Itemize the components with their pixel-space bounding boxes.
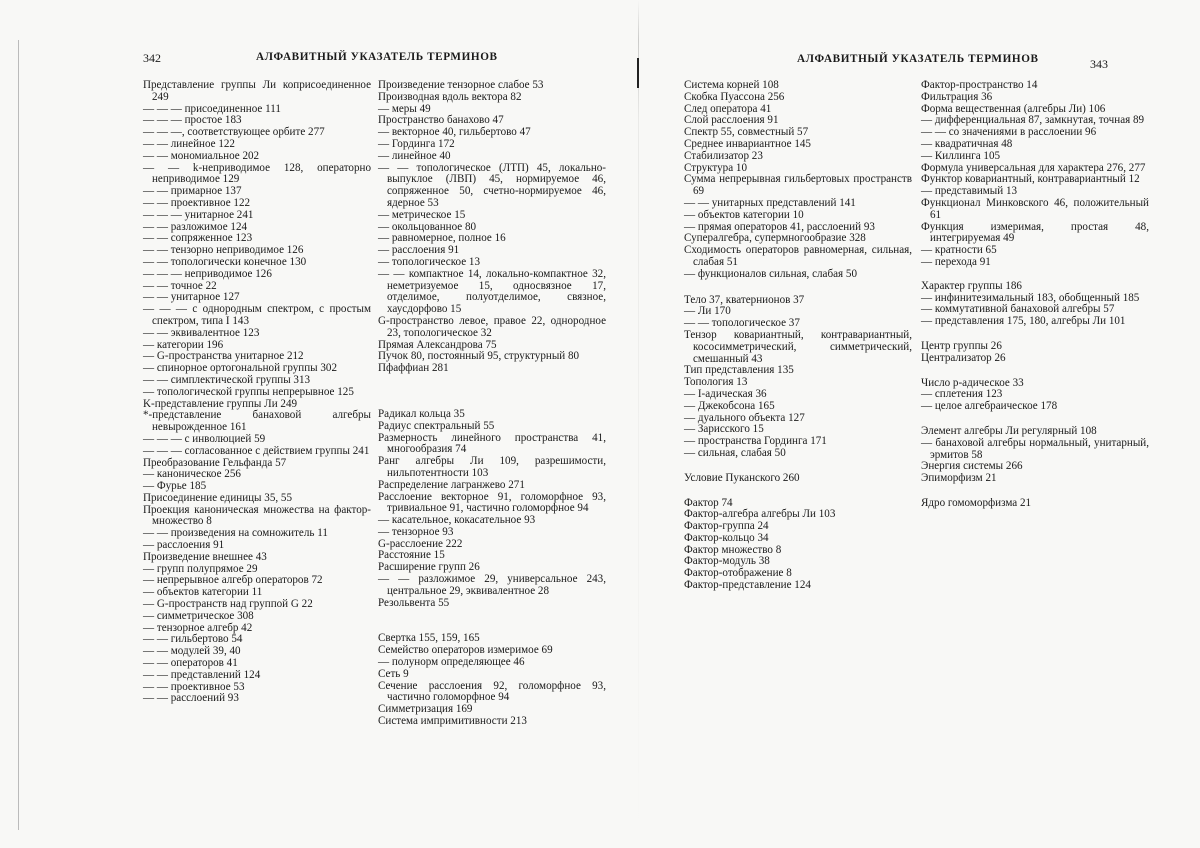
index-entry: — инфинитезимальный 183, обобщенный 185 <box>921 291 1140 304</box>
index-entry: — — операторов 41 <box>143 657 238 670</box>
fold-mark <box>637 58 639 88</box>
index-entry: — — симплектической группы 313 <box>143 373 311 386</box>
index-entry: Условие Пуканского 260 <box>684 471 800 484</box>
index-entry: — объектов категории 11 <box>143 586 263 599</box>
index-entry: — спинорное ортогональной группы 302 <box>143 362 338 375</box>
right-page-header: АЛФАВИТНЫЙ УКАЗАТЕЛЬ ТЕРМИНОВ <box>797 53 1039 65</box>
index-entry: Пространство банахово 47 <box>378 114 504 127</box>
index-entry: Функционал Минковского 46, положительный 61 <box>921 196 1149 221</box>
index-entry: — сильная, слабая 50 <box>684 446 786 459</box>
index-entry: — — — с инволюцией 59 <box>143 432 266 445</box>
index-entry: Фактор-представление 124 <box>684 579 811 592</box>
index-entry: Произведение тензорное слабое 53 <box>378 79 544 91</box>
index-entry: Система импримитивности 213 <box>378 715 527 728</box>
index-entry: Резольвента 55 <box>378 596 450 609</box>
index-column-3 <box>684 80 912 592</box>
index-entry: — Джекобсона 165 <box>684 399 775 412</box>
index-entry: — — — присоединенное 111 <box>143 102 281 115</box>
index-entry: G-расслоение 222 <box>378 537 463 550</box>
index-entry: — Киллинга 105 <box>921 149 1001 162</box>
index-entry: Тип представления 135 <box>684 364 794 377</box>
index-entry: — — мономиальное 202 <box>143 149 260 162</box>
index-entry: — — гильбертово 54 <box>143 633 243 646</box>
index-entry: — — представлений 124 <box>143 668 261 681</box>
page-edge-line <box>18 40 19 830</box>
index-entry: Распределение лагранжево 271 <box>378 478 525 491</box>
index-entry: — — тензорно неприводимое 126 <box>143 244 304 257</box>
index-entry: — — расслоений 93 <box>143 692 239 705</box>
index-entry: Преобразование Гельфанда 57 <box>143 456 287 469</box>
entry-group <box>921 498 1149 510</box>
index-entry: — — унитарное 127 <box>143 291 240 304</box>
index-entry: Супералгебра, супермногообразие 328 <box>684 232 866 245</box>
index-entry: Производная вдоль вектора 82 <box>378 90 522 103</box>
entry-group <box>684 295 912 460</box>
index-entry: — — эквивалентное 123 <box>143 326 260 339</box>
index-entry: Семейство операторов измеримое 69 <box>378 644 553 657</box>
index-entry: Среднее инвариантное 145 <box>684 137 811 150</box>
index-entry: — Зарисского 15 <box>684 423 764 436</box>
index-entry: — — — унитарное 241 <box>143 208 254 221</box>
index-entry: — равномерное, полное 16 <box>378 232 506 245</box>
index-entry: Тело 37, кватернионов 37 <box>684 293 805 306</box>
index-entry: Сеть 9 <box>378 667 409 680</box>
book-fold <box>638 0 639 848</box>
index-entry: Тензор ковариантный, контравариантный, кососимметрический, симметрический, смешанный 43 <box>684 328 912 365</box>
index-entry: — — — неприводимое 126 <box>143 267 272 280</box>
index-entry: Фактор-группа 24 <box>684 520 769 533</box>
index-entry: — каноническое 256 <box>143 468 241 481</box>
entry-group <box>921 341 1149 365</box>
index-column-1 <box>143 80 371 705</box>
index-entry: — — — простое 183 <box>143 114 242 127</box>
index-entry: Расслоение векторное 91, голоморфное 93, тривиальное 91, частично голоморфное 94 <box>378 490 606 515</box>
index-entry: — топологической группы непрерывное 125 <box>143 385 354 398</box>
index-entry: — — разложимое 29, универсальное 243, центральное 29, эквивалентное 28 <box>378 573 606 597</box>
index-entry: Функция измеримая, простая 48, интегрируемая 49 <box>921 220 1149 245</box>
index-entry: Централизатор 26 <box>921 351 1006 364</box>
index-entry: Эпиморфизм 21 <box>921 472 997 485</box>
index-entry: — G-пространства унитарное 212 <box>143 350 304 363</box>
index-entry: Структура 10 <box>684 161 748 174</box>
index-entry: Система корней 108 <box>684 79 779 91</box>
index-entry: Фильтрация 36 <box>921 90 993 103</box>
index-entry: — расслоения 91 <box>143 539 225 552</box>
entry-group <box>921 378 1149 413</box>
index-entry: Характер группы 186 <box>921 279 1022 292</box>
index-entry: Скобка Пуассона 256 <box>684 90 785 103</box>
index-entry: Проекция каноническая множества на фактор-множество 8 <box>143 503 371 528</box>
index-entry: Слой расслоения 91 <box>684 114 779 127</box>
entry-group <box>921 426 1149 485</box>
index-entry: — — —, соответствующее орбите 277 <box>143 126 325 139</box>
entry-group <box>143 80 371 705</box>
entry-group <box>378 409 606 610</box>
index-entry: — — — с однородным спектром, с простым спектром, типа I 143 <box>143 303 371 327</box>
index-entry: — кратности 65 <box>921 244 997 257</box>
entry-group <box>921 281 1149 328</box>
index-entry: Стабилизатор 23 <box>684 149 763 162</box>
index-entry: — представления 175, 180, алгебры Ли 101 <box>921 315 1126 328</box>
index-entry: Элемент алгебры Ли регулярный 108 <box>921 424 1097 437</box>
index-entry: Расширение групп 26 <box>378 561 480 574</box>
index-entry: — — k-неприводимое 128, операторно неприводимое 129 <box>143 161 371 186</box>
index-entry: — целое алгебраическое 178 <box>921 400 1058 413</box>
index-entry: Топология 13 <box>684 376 748 389</box>
index-entry: Энергия системы 266 <box>921 460 1023 473</box>
index-entry: След оператора 41 <box>684 102 772 115</box>
index-entry: Фактор-алгебра алгебры Ли 103 <box>684 508 836 521</box>
index-entry: — тензорное 93 <box>378 525 454 538</box>
index-entry: Ядро гомоморфизма 21 <box>921 496 1032 509</box>
index-entry: — — точное 22 <box>143 279 217 292</box>
index-entry: — — сопряженное 123 <box>143 232 253 245</box>
index-entry: — дуального объекта 127 <box>684 411 805 424</box>
index-entry: — — топологически конечное 130 <box>143 255 307 268</box>
index-entry: Центр группы 26 <box>921 339 1002 352</box>
index-entry: Пфаффиан 281 <box>378 362 449 375</box>
index-entry: — — примарное 137 <box>143 185 242 198</box>
index-entry: Прямая Александрова 75 <box>378 338 497 351</box>
index-entry: — — линейное 122 <box>143 137 235 150</box>
entry-group <box>684 80 912 281</box>
index-entry: — векторное 40, гильбертово 47 <box>378 126 531 139</box>
index-entry: — пространства Гординга 171 <box>684 435 827 448</box>
index-entry: G-пространство левое, правое 22, однородное 23, топологическое 32 <box>378 314 606 339</box>
index-entry: Пучок 80, постоянный 95, структурный 80 <box>378 350 580 363</box>
index-entry: — перехода 91 <box>921 255 991 268</box>
index-entry: — — проективное 122 <box>143 196 251 209</box>
entry-group <box>684 473 912 485</box>
index-entry: — сплетения 123 <box>921 388 1003 401</box>
right-page-number: 343 <box>1090 57 1108 71</box>
index-entry: — I-адическая 36 <box>684 387 767 400</box>
index-entry: Формула универсальная для характера 276, 277 <box>921 161 1146 174</box>
index-entry: *-представление банаховой алгебры невырожденное 161 <box>143 409 371 434</box>
index-entry: — касательное, кокасательное 93 <box>378 514 536 527</box>
index-entry: Расстояние 15 <box>378 549 445 562</box>
index-entry: Сумма непрерывная гильбертовых пространств 69 <box>684 173 912 198</box>
index-entry: — — произведения на сомножитель 11 <box>143 527 328 540</box>
index-entry: Фактор 74 <box>684 496 733 509</box>
index-entry: — — проективное 53 <box>143 680 245 693</box>
index-entry: — функционалов сильная, слабая 50 <box>684 267 858 280</box>
index-entry: Фактор-кольцо 34 <box>684 531 769 544</box>
index-entry: — банаховой алгебры нормальный, унитарный, эрмитов 58 <box>921 436 1149 461</box>
index-entry: Радиус спектральный 55 <box>378 419 495 432</box>
index-entry: — топологическое 13 <box>378 255 481 268</box>
index-entry: — — топологическое (ЛТП) 45, локально-выпуклое (ЛВП) 45, нормируемое 46, сопряженное 50, счетно-нормируемое 46, ядерное 53 <box>378 161 606 209</box>
index-entry: — — модулей 39, 40 <box>143 645 241 658</box>
index-entry: — Ли 170 <box>684 305 731 318</box>
index-entry: — метрическое 15 <box>378 208 466 221</box>
index-entry: — симметрическое 308 <box>143 609 254 622</box>
index-entry: Радикал кольца 35 <box>378 407 465 420</box>
index-entry: — квадратичная 48 <box>921 137 1013 150</box>
entry-group <box>684 498 912 592</box>
index-entry: Симметризация 169 <box>378 703 473 716</box>
index-entry: Функтор ковариантный, контравариантный 12 <box>921 173 1140 186</box>
index-entry: — коммутативной банаховой алгебры 57 <box>921 303 1115 316</box>
index-column-4 <box>921 80 1149 510</box>
index-entry: — объектов категории 10 <box>684 208 804 221</box>
index-entry: Фактор-отображение 8 <box>684 567 792 580</box>
index-entry: Спектр 55, совместный 57 <box>684 126 809 139</box>
index-entry: — — со значениями в расслоении 96 <box>921 126 1097 139</box>
index-entry: Сечение расслоения 92, голоморфное 93, частично голоморфное 94 <box>378 679 606 704</box>
index-entry: — — топологическое 37 <box>684 317 800 330</box>
index-entry: Представление группы Ли коприсоединенное 249 <box>143 79 371 103</box>
index-entry: — — — согласованное с действием группы 241 <box>143 444 370 457</box>
index-entry: — тензорное алгебр 42 <box>143 621 253 634</box>
entry-group <box>378 80 606 375</box>
index-entry: — линейное 40 <box>378 149 451 162</box>
index-entry: Сходимость операторов равномерная, сильная, слабая 51 <box>684 244 912 268</box>
index-entry: — — компактное 14, локально-компактное 32, неметризуемое 15, односвязное 17, отделимое, полуотделимое, связное, хаусдорфово 15 <box>378 267 606 316</box>
index-entry: — полунорм определяющее 46 <box>378 656 525 669</box>
left-page-header: АЛФАВИТНЫЙ УКАЗАТЕЛЬ ТЕРМИНОВ <box>256 51 498 63</box>
index-entry: Размерность линейного пространства 41, многообразия 74 <box>378 431 606 456</box>
index-entry: Фактор-пространство 14 <box>921 79 1038 91</box>
index-entry: Произведение внешнее 43 <box>143 550 267 563</box>
index-entry: — Фурье 185 <box>143 480 207 493</box>
index-entry: — категории 196 <box>143 338 224 351</box>
left-page-number: 342 <box>143 51 161 65</box>
entry-group <box>378 633 606 727</box>
index-entry: Фактор-модуль 38 <box>684 555 770 568</box>
index-entry: Число p-адическое 33 <box>921 376 1024 389</box>
index-entry: — дифференциальная 87, замкнутая, точная 89 <box>921 114 1145 127</box>
index-entry: K-представление группы Ли 249 <box>143 397 298 410</box>
index-entry: — Гординга 172 <box>378 137 455 150</box>
entry-group <box>921 80 1149 269</box>
index-entry: — — разложимое 124 <box>143 220 248 233</box>
index-column-2 <box>378 80 606 728</box>
index-entry: Ранг алгебры Ли 109, разрешимости, нильпотентности 103 <box>378 455 606 479</box>
index-entry: — расслоения 91 <box>378 244 460 257</box>
index-entry: — окольцованное 80 <box>378 220 477 233</box>
index-entry: Присоединение единицы 35, 55 <box>143 491 293 504</box>
index-entry: — — унитарных представлений 141 <box>684 196 856 209</box>
index-entry: — меры 49 <box>378 102 431 115</box>
index-entry: Форма вещественная (алгебры Ли) 106 <box>921 102 1106 115</box>
index-entry: Фактор множество 8 <box>684 543 782 556</box>
index-entry: — непрерывное алгебр операторов 72 <box>143 574 323 587</box>
index-entry: Свертка 155, 159, 165 <box>378 632 480 645</box>
index-entry: — G-пространств над группой G 22 <box>143 598 313 611</box>
index-entry: — групп полупрямое 29 <box>143 562 258 575</box>
index-entry: — представимый 13 <box>921 185 1018 198</box>
index-entry: — прямая операторов 41, расслоений 93 <box>684 220 875 233</box>
